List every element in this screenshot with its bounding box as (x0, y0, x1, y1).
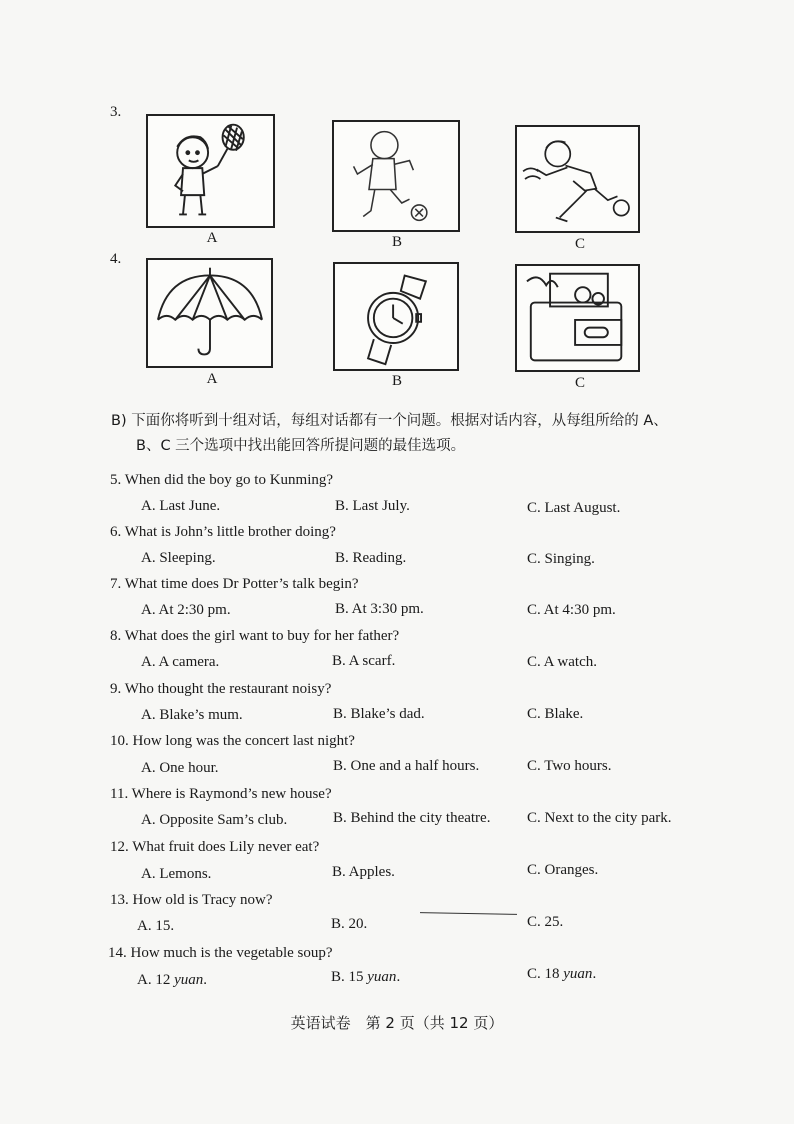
picture-3a[interactable] (146, 114, 275, 228)
q14-option-b-num: B. 15 (331, 969, 368, 985)
tennis-boy-icon (148, 116, 273, 226)
q8-option-a[interactable]: A. A camera. (141, 654, 220, 670)
q12-option-c[interactable]: C. Oranges. (527, 862, 599, 878)
q5-option-c[interactable]: C. Last August. (527, 500, 621, 516)
question-10: 10. How long was the concert last night? (110, 733, 355, 749)
question-8: 8. What does the girl want to buy for her father? (110, 628, 400, 644)
football-boy-icon (334, 122, 458, 230)
section-b-instruction-line1: B) 下面你将听到十组对话，每组对话都有一个问题。根据对话内容，从每组所给的 A、 (111, 413, 668, 429)
pen-mark (420, 912, 517, 915)
umbrella-icon (148, 260, 271, 366)
q11-option-b[interactable]: B. Behind the city theatre. (333, 810, 491, 826)
wallet-icon (517, 266, 638, 370)
q12-option-a[interactable]: A. Lemons. (141, 866, 212, 882)
q14-option-a-num: A. 12 (137, 972, 175, 988)
picture-3b[interactable] (332, 120, 460, 232)
question-7: 7. What time does Dr Potter’s talk begin? (110, 576, 359, 592)
q14-option-b[interactable] (331, 969, 400, 986)
q9-option-a[interactable]: A. Blake’s mum. (141, 707, 243, 723)
picture-4c[interactable] (515, 264, 640, 372)
q13-option-a[interactable]: A. 15. (137, 918, 175, 934)
watch-icon (335, 264, 457, 369)
q10-option-c[interactable]: C. Two hours. (527, 758, 612, 774)
q10-option-b[interactable]: B. One and a half hours. (333, 758, 480, 774)
q14-option-c-dot: . (592, 966, 597, 982)
q6-option-b[interactable]: B. Reading. (335, 550, 407, 566)
picture-4c-label: C (574, 375, 585, 391)
q14-option-c-num: C. 18 (527, 966, 564, 982)
q10-option-a[interactable]: A. One hour. (141, 760, 219, 776)
q14-option-a[interactable] (137, 972, 207, 989)
question-12: 12. What fruit does Lily never eat? (110, 839, 320, 855)
q14-option-b-dot: . (396, 969, 401, 985)
picture-4a[interactable] (146, 258, 273, 368)
picture-4b-label: B (391, 373, 402, 389)
q5-option-a[interactable]: A. Last June. (141, 498, 221, 514)
q6-option-c[interactable]: C. Singing. (527, 551, 595, 567)
q14-option-b-unit: yuan (367, 969, 397, 985)
q14-option-a-unit: yuan (174, 972, 204, 988)
q9-option-b[interactable]: B. Blake’s dad. (333, 706, 425, 722)
q5-option-b[interactable]: B. Last July. (335, 498, 410, 514)
question-3-number: 3. (110, 104, 122, 120)
q6-option-a[interactable]: A. Sleeping. (141, 550, 216, 566)
q14-option-a-dot: . (203, 972, 208, 988)
question-5: 5. When did the boy go to Kunming? (110, 472, 334, 488)
q14-option-c[interactable] (527, 966, 596, 983)
q12-option-b[interactable]: B. Apples. (332, 864, 395, 880)
picture-3c[interactable] (515, 125, 640, 233)
q8-option-c[interactable]: C. A watch. (527, 654, 597, 670)
question-11: 11. Where is Raymond’s new house? (110, 786, 332, 802)
q11-option-c[interactable]: C. Next to the city park. (527, 810, 672, 826)
section-b-instruction-line2: B、C 三个选项中找出能回答所提问题的最佳选项。 (136, 438, 466, 454)
picture-4b[interactable] (333, 262, 459, 371)
q7-option-a[interactable]: A. At 2:30 pm. (141, 602, 231, 618)
picture-3b-label: B (391, 234, 402, 250)
question-14: 14. How much is the vegetable soup? (108, 945, 333, 961)
q9-option-c[interactable]: C. Blake. (527, 706, 584, 722)
q13-option-c[interactable]: C. 25. (527, 914, 564, 930)
question-13: 13. How old is Tracy now? (110, 892, 273, 908)
picture-3c-label: C (574, 236, 585, 252)
picture-4a-label: A (206, 371, 218, 387)
q11-option-a[interactable]: A. Opposite Sam’s club. (141, 812, 288, 828)
page-footer: 英语试卷 第 2 页（共 12 页） (290, 1014, 504, 1032)
q7-option-b[interactable]: B. At 3:30 pm. (335, 601, 424, 617)
question-4-number: 4. (110, 251, 122, 267)
question-9: 9. Who thought the restaurant noisy? (110, 681, 332, 697)
q7-option-c[interactable]: C. At 4:30 pm. (527, 602, 616, 618)
q8-option-b[interactable]: B. A scarf. (332, 653, 396, 669)
q14-option-c-unit: yuan (563, 966, 593, 982)
soccer-kick-icon (517, 127, 638, 231)
q13-option-b[interactable]: B. 20. (331, 916, 368, 932)
picture-3a-label: A (206, 230, 218, 246)
question-6: 6. What is John’s little brother doing? (110, 524, 336, 540)
